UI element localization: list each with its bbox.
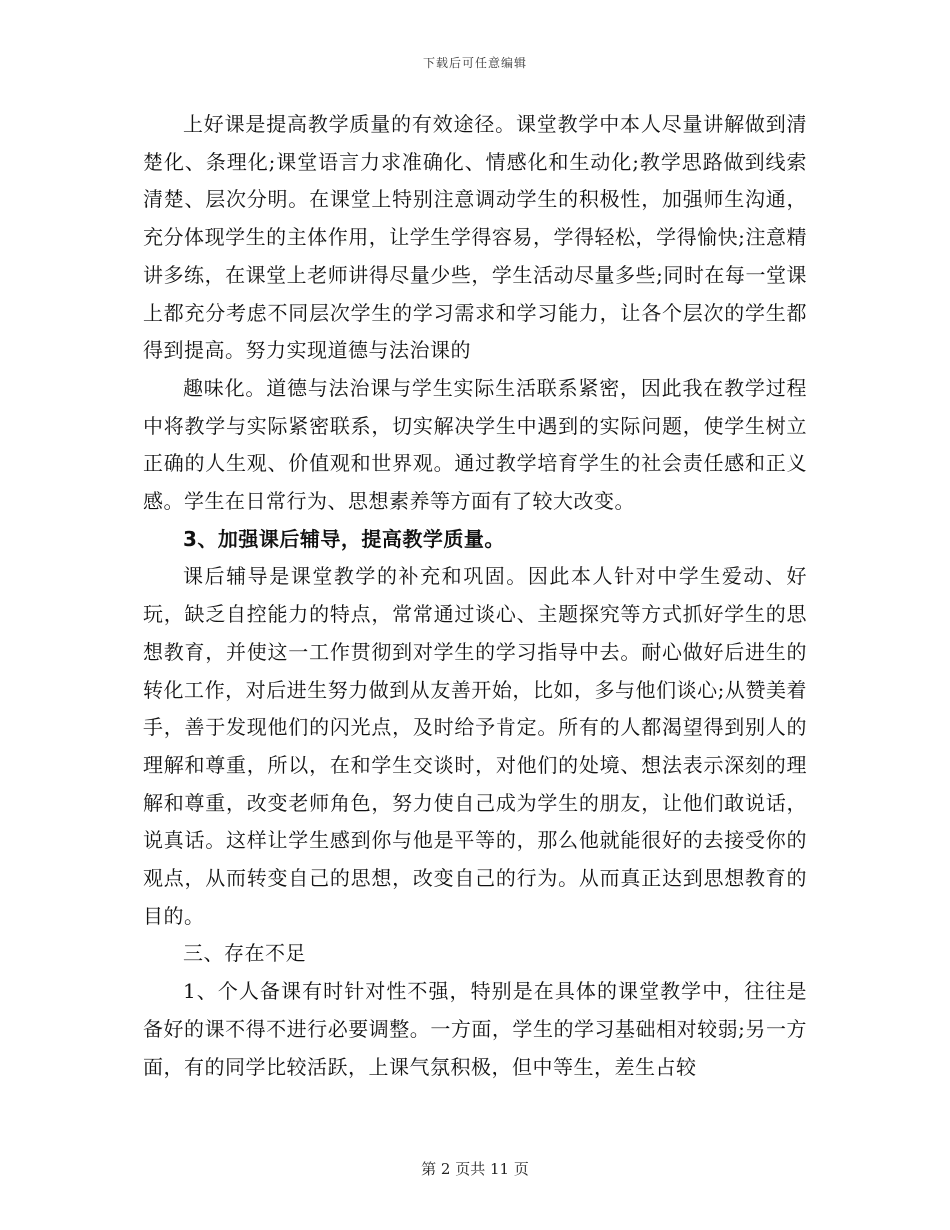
paragraph-shortcoming-1: 1、个人备课有时针对性不强，特别是在具体的课堂教学中，往往是备好的课不得不进行必要调整。一方面，学生的学习基础相对较弱;另一方面，有的同学比较活跃，上课气氛积极，但中等生，差生占较 (143, 979, 807, 1079)
paragraph-interest: 趣味化。道德与法治课与学生实际生活联系紧密，因此我在教学过程中将教学与实际紧密联系，切实解决学生中遇到的实际问题，使学生树立正确的人生观、价值观和世界观。通过教学培育学生的社会责任感和正义感。学生在日常行为、思想素养等方面有了较大改变。 (143, 375, 807, 514)
heading-shortcomings: 三、存在不足 (183, 941, 306, 966)
page-header: 下载后可任意编辑 (422, 56, 527, 70)
paragraph-after-class-tutoring: 课后辅导是课堂教学的补充和巩固。因此本人针对中学生爱动、好玩，缺乏自控能力的特点，常常通过谈心、主题探究等方式抓好学生的思想教育，并使这一工作贯彻到对学生的学习指导中去。耐心做好后进生的转化工作，对后进生努力做到从友善开始，比如，多与他们谈心;从赞美着手，善于发现他们的闪光点，及时给予肯定。所有的人都渴望得到别人的理解和尊重，所以，在和学生交谈时，对他们的处境、想法表示深刻的理解和尊重，改变老师角色，努力使自己成为学生的朋友，让他们敢说话，说真话。这样让学生感到你与他是平等的，那么他就能很好的去接受你的观点，从而转变自己的思想，改变自己的行为。从而真正达到思想教育的目的。 (143, 564, 807, 928)
document-body (143, 106, 807, 1086)
page-footer: 第 2 页共 11 页 (421, 1160, 529, 1178)
paragraph-teaching-quality: 上好课是提高教学质量的有效途径。课堂教学中本人尽量讲解做到清楚化、条理化;课堂语言力求准确化、情感化和生动化;教学思路做到线索清楚、层次分明。在课堂上特别注意调动学生的积极性，加强师生沟通，充分体现学生的主体作用，让学生学得容易，学得轻松，学得愉快;注意精讲多练，在课堂上老师讲得尽量少些，学生活动尽量多些;同时在每一堂课上都充分考虑不同层次学生的学习需求和学习能力，让各个层次的学生都得到提高。努力实现道德与法治课的 (143, 112, 807, 363)
heading-after-class-tutoring: 3、加强课后辅导，提高教学质量。 (183, 526, 505, 551)
